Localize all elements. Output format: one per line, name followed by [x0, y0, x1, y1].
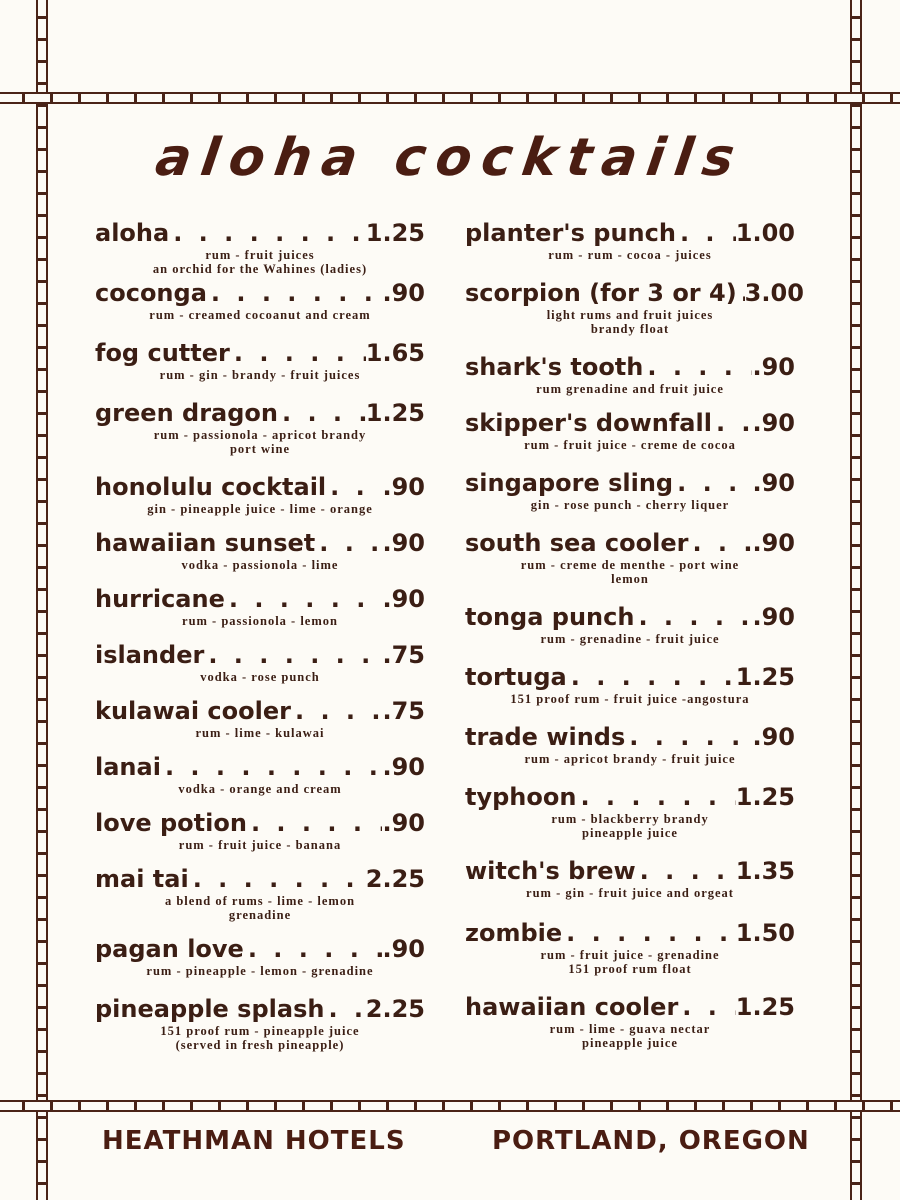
menu-item	[465, 278, 804, 336]
cocktail-ingredients: rum - fruit juice - grenadine	[540, 948, 720, 962]
menu-item	[465, 468, 795, 512]
cocktail-name: love potion	[95, 809, 247, 837]
menu-item-line	[95, 934, 425, 964]
menu-item-line	[95, 994, 425, 1024]
cocktail-ingredients: a blend of rums - lime - lemon	[164, 894, 356, 908]
bamboo-border-bottom	[0, 1100, 900, 1112]
menu-item	[465, 218, 795, 262]
dot-leader	[673, 468, 752, 498]
dot-leader	[315, 528, 382, 558]
cocktail-name: fog cutter	[95, 339, 230, 367]
cocktail-ingredients: rum - fruit juice - banana	[178, 838, 342, 852]
cocktail-name: singapore sling	[465, 469, 674, 497]
cocktail-name: trade winds	[465, 723, 626, 751]
menu-item	[465, 856, 795, 900]
cocktail-price: .90	[382, 585, 425, 613]
menu-item	[95, 338, 425, 382]
cocktail-price: .90	[382, 473, 425, 501]
menu-item-line	[95, 472, 425, 502]
cocktail-price: .90	[752, 603, 795, 631]
bamboo-border-left	[36, 0, 48, 1200]
cocktail-price: .90	[752, 353, 795, 381]
cocktail-ingredients: rum - lime - kulawai	[195, 726, 325, 740]
cocktail-ingredients: an orchid for the Wahines (ladies)	[152, 262, 368, 276]
cocktail-ingredients: pineapple juice	[582, 1036, 678, 1050]
cocktail-price: 1.65	[365, 339, 425, 367]
cocktail-ingredients: rum - passionola - apricot brandy	[153, 428, 367, 442]
cocktail-price: 1.25	[365, 399, 425, 427]
cocktail-price: 1.00	[735, 219, 795, 247]
cocktail-name: scorpion (for 3 or 4)	[465, 279, 737, 307]
cocktail-price: 3.00	[744, 279, 804, 307]
menu-item	[95, 528, 425, 572]
dot-leader	[247, 808, 383, 838]
cocktail-ingredients: rum - fruit juice - creme de cocoa	[524, 438, 736, 452]
menu-item	[465, 992, 795, 1050]
bamboo-border-top	[0, 92, 900, 104]
cocktail-name: aloha	[95, 219, 170, 247]
menu-item-line	[465, 722, 795, 752]
dot-leader	[576, 782, 735, 812]
cocktail-price: .90	[752, 723, 795, 751]
cocktail-ingredients: 151 proof rum - pineapple juice	[160, 1024, 360, 1038]
menu-item	[95, 398, 425, 456]
dot-leader	[712, 408, 753, 438]
cocktail-price: .90	[752, 469, 795, 497]
cocktail-price: 2.25	[365, 865, 425, 893]
dot-leader	[189, 864, 366, 894]
cocktail-ingredients: rum - passionola - lemon	[182, 614, 338, 628]
cocktail-ingredients: 151 proof rum float	[568, 962, 692, 976]
cocktail-ingredients: pineapple juice	[582, 826, 678, 840]
cocktail-ingredients: rum - lime - guava nectar	[549, 1022, 711, 1036]
dot-leader	[230, 338, 366, 368]
menu-item	[95, 808, 425, 852]
menu-item-line	[465, 218, 795, 248]
menu-item	[95, 696, 425, 740]
cocktail-ingredients: vodka - orange and cream	[178, 782, 342, 796]
cocktail-name: planter's punch	[465, 219, 676, 247]
menu-item-line	[95, 278, 425, 308]
menu-item-line	[465, 352, 795, 382]
cocktail-name: kulawai cooler	[95, 697, 291, 725]
cocktail-price: 1.35	[735, 857, 795, 885]
cocktail-name: tortuga	[465, 663, 567, 691]
cocktail-name: islander	[95, 641, 205, 669]
menu-item-line	[465, 278, 804, 308]
dot-leader	[207, 278, 383, 308]
cocktail-price: .90	[752, 529, 795, 557]
dot-leader	[567, 662, 736, 692]
menu-item-line	[465, 782, 795, 812]
dot-leader	[244, 934, 383, 964]
menu-item-line	[465, 408, 795, 438]
cocktail-name: tonga punch	[465, 603, 635, 631]
dot-leader	[688, 528, 752, 558]
cocktail-ingredients: lemon	[611, 572, 649, 586]
cocktail-price: .90	[382, 809, 425, 837]
cocktail-price: .90	[382, 753, 425, 781]
dot-leader	[291, 696, 383, 726]
cocktail-name: typhoon	[465, 783, 577, 811]
dot-leader	[676, 218, 736, 248]
cocktail-price: .75	[382, 697, 425, 725]
menu-item-line	[465, 992, 795, 1022]
menu-item	[95, 584, 425, 628]
menu-item-line	[95, 864, 425, 894]
menu-item	[465, 528, 795, 586]
cocktail-price: .90	[382, 935, 425, 963]
menu-item	[95, 994, 425, 1052]
menu-item	[465, 722, 795, 766]
dot-leader	[161, 752, 383, 782]
cocktail-price: 1.25	[735, 663, 795, 691]
menu-item-line	[95, 808, 425, 838]
cocktail-name: coconga	[95, 279, 207, 307]
cocktail-ingredients: rum - gin - brandy - fruit juices	[159, 368, 361, 382]
cocktail-price: 1.25	[735, 993, 795, 1021]
cocktail-price: 1.25	[735, 783, 795, 811]
menu-item-line	[95, 528, 425, 558]
dot-leader	[225, 584, 383, 614]
menu-item-line	[465, 602, 795, 632]
menu-title: aloha cocktails	[152, 128, 748, 188]
cocktail-name: hawaiian sunset	[95, 529, 316, 557]
bamboo-border-right	[850, 0, 862, 1200]
dot-leader	[636, 856, 736, 886]
cocktail-ingredients: (served in fresh pineapple)	[175, 1038, 345, 1052]
cocktail-ingredients: rum - pineapple - lemon - grenadine	[146, 964, 374, 978]
cocktail-name: mai tai	[95, 865, 189, 893]
menu-item	[465, 662, 795, 706]
footer-location: PORTLAND, OREGON	[492, 1126, 810, 1156]
cocktail-price: 1.50	[735, 919, 795, 947]
cocktail-ingredients: grenadine	[228, 908, 292, 922]
cocktail-ingredients: rum - grenadine - fruit juice	[540, 632, 720, 646]
cocktail-ingredients: rum - apricot brandy - fruit juice	[524, 752, 736, 766]
cocktail-name: south sea cooler	[465, 529, 689, 557]
cocktail-ingredients: vodka - rose punch	[200, 670, 320, 684]
cocktail-name: pineapple splash	[95, 995, 325, 1023]
menu-item	[465, 408, 795, 452]
menu-item-line	[465, 856, 795, 886]
cocktail-price: 2.25	[365, 995, 425, 1023]
cocktail-ingredients: brandy float	[590, 322, 670, 336]
cocktail-ingredients: gin - rose punch - cherry liquer	[530, 498, 730, 512]
cocktail-name: honolulu cocktail	[95, 473, 327, 501]
cocktail-price: .90	[382, 529, 425, 557]
cocktail-name: shark's tooth	[465, 353, 644, 381]
dot-leader	[678, 992, 736, 1022]
cocktail-ingredients: gin - pineapple juice - lime - orange	[147, 502, 373, 516]
menu-item-line	[95, 584, 425, 614]
menu-item	[465, 782, 795, 840]
cocktail-name: witch's brew	[465, 857, 636, 885]
cocktail-ingredients: rum - creme de menthe - port wine	[520, 558, 740, 572]
menu-item-line	[95, 398, 425, 428]
cocktail-name: skipper's downfall	[465, 409, 712, 437]
cocktail-ingredients: vodka - passionola - lime	[181, 558, 339, 572]
cocktail-ingredients: 151 proof rum - fruit juice -angostura	[510, 692, 750, 706]
menu-item-line	[95, 696, 425, 726]
menu-item-line	[95, 218, 425, 248]
cocktail-price: 1.25	[365, 219, 425, 247]
dot-leader	[169, 218, 366, 248]
dot-leader	[634, 602, 752, 632]
menu-item	[95, 640, 425, 684]
menu-item	[95, 218, 425, 276]
cocktail-ingredients: rum grenadine and fruit juice	[536, 382, 724, 396]
dot-leader	[737, 278, 745, 308]
cocktail-price: .90	[752, 409, 795, 437]
menu-item	[465, 352, 795, 396]
menu-item	[95, 752, 425, 796]
cocktail-price: .75	[382, 641, 425, 669]
cocktail-ingredients: rum - creamed cocoanut and cream	[149, 308, 371, 322]
menu-item-line	[95, 752, 425, 782]
dot-leader	[204, 640, 382, 670]
cocktail-ingredients: rum - rum - cocoa - juices	[548, 248, 712, 262]
cocktail-name: lanai	[95, 753, 161, 781]
cocktail-ingredients: rum - fruit juices	[205, 248, 315, 262]
cocktail-ingredients: rum - blackberry brandy	[551, 812, 709, 826]
menu-item	[465, 602, 795, 646]
dot-leader	[625, 722, 752, 752]
cocktail-name: hawaiian cooler	[465, 993, 679, 1021]
cocktail-price: .90	[382, 279, 425, 307]
cocktail-name: hurricane	[95, 585, 225, 613]
cocktail-ingredients: light rums and fruit juices	[546, 308, 714, 322]
dot-leader	[326, 472, 382, 502]
cocktail-name: zombie	[465, 919, 563, 947]
menu-item-line	[465, 468, 795, 498]
menu-item	[465, 918, 795, 976]
cocktail-ingredients: rum - gin - fruit juice and orgeat	[526, 886, 734, 900]
menu-item-line	[465, 662, 795, 692]
menu-item-line	[95, 640, 425, 670]
footer-hotel-name: HEATHMAN HOTELS	[102, 1126, 406, 1156]
menu-item	[95, 934, 425, 978]
cocktail-name: pagan love	[95, 935, 244, 963]
dot-leader	[278, 398, 366, 428]
menu-item	[95, 472, 425, 516]
menu-item-line	[465, 528, 795, 558]
dot-leader	[643, 352, 752, 382]
menu-item-line	[465, 918, 795, 948]
dot-leader	[324, 994, 365, 1024]
menu-item-line	[95, 338, 425, 368]
cocktail-ingredients: port wine	[229, 442, 291, 456]
menu-item	[95, 278, 425, 322]
cocktail-name: green dragon	[95, 399, 278, 427]
dot-leader	[562, 918, 736, 948]
menu-item	[95, 864, 425, 922]
